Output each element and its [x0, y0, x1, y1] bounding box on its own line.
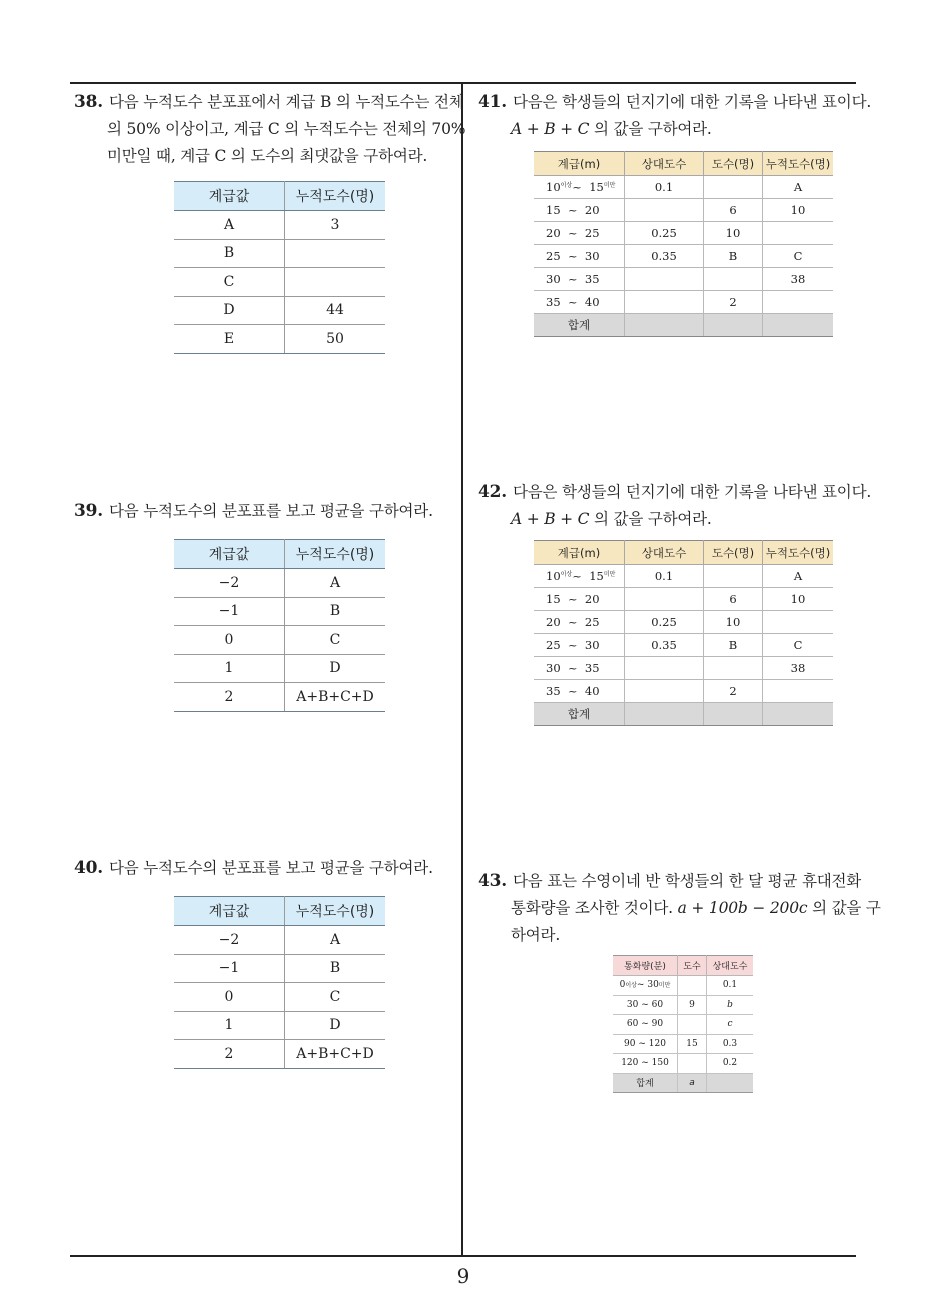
cell: D — [174, 296, 285, 325]
header-relative: 상대도수 — [625, 541, 704, 565]
table-row — [174, 325, 385, 354]
cell: 0.3 — [707, 1034, 754, 1054]
cell: 50 — [285, 325, 386, 354]
cell: D — [285, 654, 386, 683]
cell — [625, 657, 704, 680]
cell: 0.2 — [707, 1054, 754, 1074]
header-class: 계급(m) — [534, 152, 625, 176]
table-row — [174, 1011, 385, 1040]
cell: A — [763, 176, 834, 199]
cell — [763, 314, 834, 337]
cell: 2 — [704, 680, 763, 703]
cell — [763, 703, 834, 726]
table-row — [174, 211, 385, 240]
cell: 10 — [704, 611, 763, 634]
table-row — [534, 611, 833, 634]
cell: C — [763, 634, 834, 657]
cell: 10 — [763, 199, 834, 222]
math-expression: a + 100b − 200c — [677, 899, 808, 917]
class-interval: $10^{이상}\sim$ $15^{미만}$ — [534, 176, 625, 199]
question-39 — [74, 498, 433, 525]
cell — [625, 588, 704, 611]
cell: −2 — [174, 569, 285, 598]
question-number: 38. — [74, 92, 103, 112]
cell: 0.35 — [625, 245, 704, 268]
total-row — [613, 1073, 753, 1093]
total-label: 합계 — [534, 703, 625, 726]
header-class-value: 계급값 — [174, 897, 285, 926]
cell: C — [763, 245, 834, 268]
cell: 6 — [704, 588, 763, 611]
table-row — [534, 657, 833, 680]
table-row — [534, 588, 833, 611]
table-row — [534, 222, 833, 245]
cell: 44 — [285, 296, 386, 325]
table-row — [174, 683, 385, 712]
cell: 10 — [763, 588, 834, 611]
question-number: 41. — [478, 92, 507, 112]
cell: C — [285, 626, 386, 655]
cell — [678, 1015, 707, 1035]
table-header-row — [174, 182, 385, 211]
table-row — [174, 296, 385, 325]
cell: 3 — [285, 211, 386, 240]
class-interval: 25 ~ 30 — [534, 634, 625, 657]
cell — [763, 680, 834, 703]
table-header-row — [174, 897, 385, 926]
question-text: 다음은 학생들의 던지기에 대한 기록을 나타낸 표이다. — [512, 483, 872, 501]
header-cumulative: 누적도수(명) — [763, 152, 834, 176]
question-text: 미만일 때, 계급 C 의 도수의 최댓값을 구하여라. — [107, 147, 428, 165]
question-text: 다음은 학생들의 던지기에 대한 기록을 나타낸 표이다. — [512, 93, 872, 111]
cell: A — [763, 565, 834, 588]
cell — [704, 657, 763, 680]
cell: A — [285, 569, 386, 598]
table-row — [174, 926, 385, 955]
cell: A — [174, 211, 285, 240]
cumulative-table-38 — [174, 181, 385, 354]
cell: B — [285, 954, 386, 983]
cell — [704, 176, 763, 199]
table-header-row — [534, 541, 833, 565]
table-row — [613, 1034, 753, 1054]
frequency-table-41 — [534, 151, 833, 337]
cell: 38 — [763, 268, 834, 291]
question-text: 하여라. — [511, 926, 561, 944]
cell — [678, 1054, 707, 1074]
cell: −2 — [174, 926, 285, 955]
question-text: 의 값을 구하여라. — [589, 120, 712, 138]
page-number: 9 — [456, 1264, 470, 1288]
cell: A — [285, 926, 386, 955]
cell: C — [285, 983, 386, 1012]
table-row — [174, 597, 385, 626]
math-expression: A + B + C — [511, 120, 590, 138]
header-class-value: 계급값 — [174, 182, 285, 211]
total-label: 합계 — [534, 314, 625, 337]
table-row — [174, 654, 385, 683]
cell: 0 — [174, 626, 285, 655]
cell — [704, 314, 763, 337]
question-number: 40. — [74, 858, 103, 878]
question-text: 통화량을 조사한 것이다. — [511, 899, 678, 917]
cell — [625, 268, 704, 291]
question-40 — [74, 855, 433, 882]
cell — [704, 565, 763, 588]
cell — [625, 291, 704, 314]
total-label: 합계 — [613, 1073, 678, 1093]
cell: c — [707, 1015, 754, 1035]
question-text: 의 값을 구하여라. — [589, 510, 712, 528]
total-row — [534, 703, 833, 726]
cell: 0.25 — [625, 222, 704, 245]
total-frequency: a — [678, 1073, 707, 1093]
cell: 0.25 — [625, 611, 704, 634]
cell: B — [174, 239, 285, 268]
table-row — [174, 268, 385, 297]
header-cumulative: 누적도수(명) — [763, 541, 834, 565]
cell — [285, 268, 386, 297]
question-number: 42. — [478, 482, 507, 502]
cell — [285, 239, 386, 268]
class-interval: 120 ~ 150 — [613, 1054, 678, 1074]
cell: 2 — [174, 1040, 285, 1069]
cell: −1 — [174, 597, 285, 626]
cell: 38 — [763, 657, 834, 680]
cell — [763, 291, 834, 314]
header-cumulative: 누적도수(명) — [285, 897, 386, 926]
cell: 0 — [174, 983, 285, 1012]
table-row — [534, 565, 833, 588]
cell — [625, 680, 704, 703]
class-interval: 15 ~ 20 — [534, 588, 625, 611]
cell — [704, 268, 763, 291]
cell — [763, 611, 834, 634]
table-header-row — [534, 152, 833, 176]
header-class-value: 계급값 — [174, 540, 285, 569]
question-text: 다음 누적도수 분포표에서 계급 B 의 누적도수는 전체 — [108, 93, 464, 111]
header-cumulative: 누적도수(명) — [285, 540, 386, 569]
class-interval: 15 ~ 20 — [534, 199, 625, 222]
class-interval: 30 ~ 60 — [613, 995, 678, 1015]
cell: 1 — [174, 1011, 285, 1040]
question-text: 다음 누적도수의 분포표를 보고 평균을 구하여라. — [108, 859, 433, 877]
table-row — [174, 1040, 385, 1069]
table-row — [174, 983, 385, 1012]
header-frequency: 도수(명) — [704, 152, 763, 176]
cell: 0.1 — [707, 976, 754, 996]
table-row — [534, 680, 833, 703]
header-relative: 상대도수 — [707, 956, 754, 976]
cell — [763, 222, 834, 245]
cell — [625, 314, 704, 337]
cell: E — [174, 325, 285, 354]
cell: 0.1 — [625, 176, 704, 199]
class-interval: 30 ~ 35 — [534, 268, 625, 291]
table-row — [613, 1054, 753, 1074]
cell — [707, 1073, 754, 1093]
header-relative: 상대도수 — [625, 152, 704, 176]
table-row — [534, 268, 833, 291]
question-42 — [478, 479, 871, 533]
table-row — [613, 1015, 753, 1035]
math-expression: A + B + C — [511, 510, 590, 528]
table-header-row — [613, 956, 753, 976]
header-frequency: 도수 — [678, 956, 707, 976]
bottom-rule — [70, 1255, 856, 1257]
question-number: 43. — [478, 871, 507, 891]
cell: 10 — [704, 222, 763, 245]
class-interval: 30 ~ 35 — [534, 657, 625, 680]
table-row — [534, 634, 833, 657]
cell: B — [704, 634, 763, 657]
cell — [704, 703, 763, 726]
class-interval: 35 ~ 40 — [534, 680, 625, 703]
table-row — [534, 291, 833, 314]
cell: 1 — [174, 654, 285, 683]
cumulative-table-39 — [174, 539, 385, 712]
table-row — [534, 245, 833, 268]
question-text: 의 50% 이상이고, 계급 C 의 누적도수는 전체의 70% — [107, 120, 466, 138]
question-text: 다음 누적도수의 분포표를 보고 평균을 구하여라. — [108, 502, 433, 520]
header-frequency: 도수(명) — [704, 541, 763, 565]
cell — [678, 976, 707, 996]
class-interval: $10^{이상}\sim$ $15^{미만}$ — [534, 565, 625, 588]
total-row — [534, 314, 833, 337]
cell: B — [704, 245, 763, 268]
header-cumulative: 누적도수(명) — [285, 182, 386, 211]
class-interval: 25 ~ 30 — [534, 245, 625, 268]
class-interval: 20 ~ 25 — [534, 611, 625, 634]
question-38 — [74, 89, 465, 170]
table-row — [174, 954, 385, 983]
top-rule — [70, 82, 856, 84]
cell — [625, 703, 704, 726]
cell: 0.35 — [625, 634, 704, 657]
cell: b — [707, 995, 754, 1015]
cell: 2 — [174, 683, 285, 712]
cell: −1 — [174, 954, 285, 983]
table-row — [613, 995, 753, 1015]
question-text: 의 값을 구 — [807, 899, 881, 917]
question-43 — [478, 868, 881, 949]
question-number: 39. — [74, 501, 103, 521]
table-row — [174, 569, 385, 598]
question-text: 다음 표는 수영이네 반 학생들의 한 달 평균 휴대전화 — [512, 872, 862, 890]
cell: 0.1 — [625, 565, 704, 588]
cell: B — [285, 597, 386, 626]
cumulative-table-40 — [174, 896, 385, 1069]
column-divider — [461, 83, 463, 1257]
frequency-table-42 — [534, 540, 833, 726]
cell — [625, 199, 704, 222]
table-header-row — [174, 540, 385, 569]
class-interval: 35 ~ 40 — [534, 291, 625, 314]
cell: C — [174, 268, 285, 297]
class-interval: 90 ~ 120 — [613, 1034, 678, 1054]
table-row — [534, 176, 833, 199]
cell: 6 — [704, 199, 763, 222]
table-row — [174, 626, 385, 655]
cell: A+B+C+D — [285, 1040, 386, 1069]
table-row — [174, 239, 385, 268]
cell: D — [285, 1011, 386, 1040]
header-class: 계급(m) — [534, 541, 625, 565]
class-interval: $0^{이상}\sim$ $30^{미만}$ — [613, 976, 678, 996]
class-interval: 60 ~ 90 — [613, 1015, 678, 1035]
cell: A+B+C+D — [285, 683, 386, 712]
table-row — [613, 976, 753, 996]
cell: 15 — [678, 1034, 707, 1054]
cell: 2 — [704, 291, 763, 314]
class-interval: 20 ~ 25 — [534, 222, 625, 245]
cell: 9 — [678, 995, 707, 1015]
header-call-minutes: 통화량(분) — [613, 956, 678, 976]
table-row — [534, 199, 833, 222]
call-volume-table-43 — [613, 955, 753, 1093]
question-41 — [478, 89, 871, 143]
